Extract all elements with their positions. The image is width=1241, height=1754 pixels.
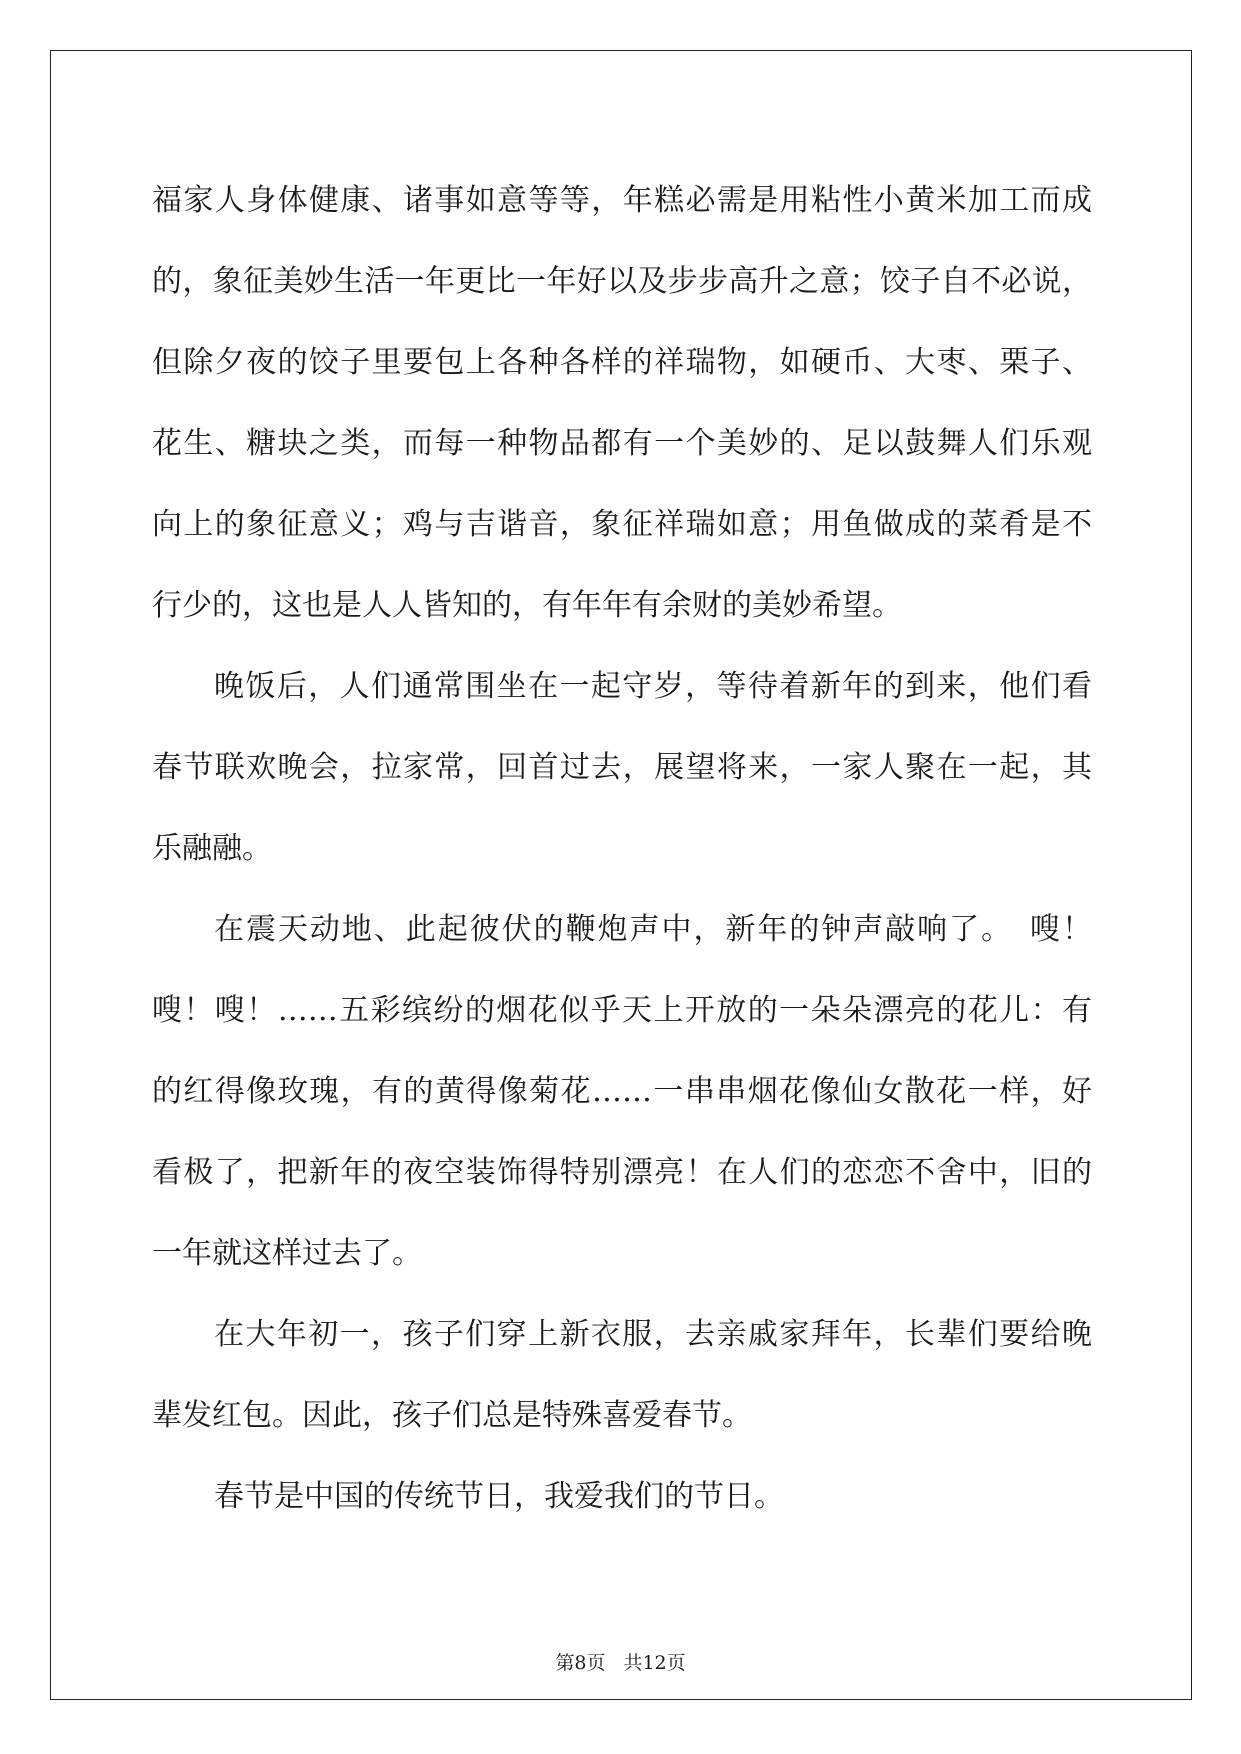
page-number: 第8页 [555,1652,606,1674]
paragraph [152,889,1092,1294]
text-line: 向上的象征意义；鸡与吉谐音，象征祥瑞如意；用鱼做成的菜肴是不 [152,507,1092,542]
text-line: 的，象征美妙生活一年更比一年好以及步步高升之意；饺子自不必说， [152,264,1092,299]
text-line: 在大年初一，孩子们穿上新衣服，去亲戚家拜年，长辈们要给晚 [214,1317,1092,1352]
text-line: 花生、糖块之类，而每一种物品都有一个美妙的、足以鼓舞人们乐观 [152,426,1092,461]
paragraph [152,160,1092,646]
text-line: 一年就这样过去了。 [152,1236,422,1271]
text-line: 春节联欢晚会，拉家常，回首过去，展望将来，一家人聚在一起，其 [152,750,1092,785]
text-line: 春节是中国的传统节日，我爱我们的节日。 [214,1479,784,1514]
text-line: 在震天动地、此起彼伏的鞭炮声中，新年的钟声敲响了。 嗖！ [214,912,1092,947]
page-total: 共12页 [623,1652,686,1674]
page-footer [0,1648,1241,1675]
paragraph [152,1294,1092,1456]
text-line: 的红得像玫瑰，有的黄得像菊花……一串串烟花像仙女散花一样，好 [152,1074,1092,1109]
text-line: 行少的，这也是人人皆知的，有年年有余财的美妙希望。 [152,588,902,623]
text-line: 嗖！嗖！……五彩缤纷的烟花似乎天上开放的一朵朵漂亮的花儿：有 [152,993,1092,1028]
paragraph [152,1456,1092,1537]
text-line: 晚饭后，人们通常围坐在一起守岁，等待着新年的到来，他们看 [214,669,1092,704]
text-line: 辈发红包。因此，孩子们总是特殊喜爱春节。 [152,1398,752,1433]
text-line: 福家人身体健康、诸事如意等等，年糕必需是用粘性小黄米加工而成 [152,183,1092,218]
text-line: 但除夕夜的饺子里要包上各种各样的祥瑞物，如硬币、大枣、栗子、 [152,345,1092,380]
paragraph [152,646,1092,889]
text-line: 乐融融。 [152,831,272,866]
document-body [152,160,1092,1537]
text-line: 看极了，把新年的夜空装饰得特别漂亮！在人们的恋恋不舍中，旧的 [152,1155,1092,1190]
